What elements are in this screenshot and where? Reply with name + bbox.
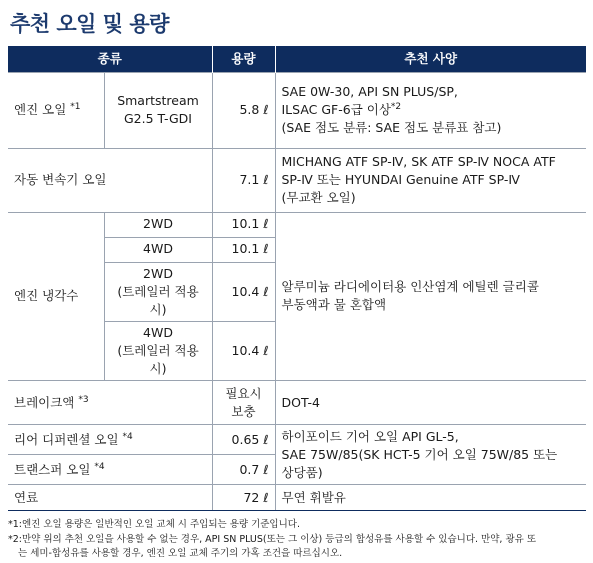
oil-capacity-table <box>8 46 586 511</box>
transfer-name: 트랜스퍼 오일 <box>14 461 91 477</box>
engine-oil-footnote-mark: *1 <box>70 101 81 112</box>
coolant-capacity-4: 10.4 ℓ <box>212 321 275 380</box>
transmission-name: 자동 변속기 오일 <box>8 148 212 212</box>
engine-oil-engine-line2: G2.5 T-GDI <box>124 111 192 126</box>
gear-oil-spec-line3: 상당품) <box>281 464 323 480</box>
gear-oil-spec-cell <box>275 425 586 485</box>
engine-oil-name: 엔진 오일 <box>14 101 67 117</box>
table-row-fuel <box>8 485 586 511</box>
transfer-footnote-mark: *4 <box>94 461 105 472</box>
table-row-rear-diff <box>8 425 586 455</box>
coolant-name: 엔진 냉각수 <box>8 212 104 381</box>
transmission-spec-line1: MICHANG ATF SP-Ⅳ, SK ATF SP-Ⅳ NOCA ATF <box>281 153 556 169</box>
rear-diff-name-cell <box>8 425 212 455</box>
table-row-brake <box>8 381 586 425</box>
transmission-spec-cell <box>275 148 586 212</box>
brake-capacity-line1: 필요시 <box>225 385 262 401</box>
footnote-2-line2: 는 세미-합성유를 사용할 경우, 엔진 오일 교체 주기의 가혹 조건을 따르십시오. <box>18 548 343 560</box>
coolant-variant-3 <box>104 262 212 321</box>
gear-oil-spec-line2: SAE 75W/85(SK HCT-5 기어 오일 75W/85 또는 <box>281 446 558 462</box>
coolant-spec-cell <box>275 212 586 381</box>
rear-diff-name: 리어 디퍼렌셜 오일 <box>14 431 119 447</box>
coolant-spec-line2: 부동액과 물 혼합액 <box>281 297 387 313</box>
coolant-variant-4-line1: 4WD <box>143 324 173 340</box>
brake-name: 브레이크액 <box>14 394 75 410</box>
brake-capacity-line2: 보충 <box>231 403 256 419</box>
engine-oil-name-cell <box>8 72 104 148</box>
header-recommended: 추천 사양 <box>275 46 586 72</box>
rear-diff-capacity: 0.65 ℓ <box>212 425 275 455</box>
transfer-name-cell <box>8 455 212 485</box>
table-header-row <box>8 46 586 72</box>
coolant-variant-3-line1: 2WD <box>143 265 173 281</box>
engine-oil-capacity: 5.8 ℓ <box>212 72 275 148</box>
gear-oil-spec-line1: 하이포이드 기어 오일 API GL-5, <box>281 428 459 444</box>
brake-name-cell <box>8 381 212 425</box>
fuel-capacity: 72 ℓ <box>212 485 275 511</box>
coolant-variant-2: 4WD <box>104 237 212 262</box>
transfer-capacity: 0.7 ℓ <box>212 455 275 485</box>
transmission-spec-line3: (무교환 오일) <box>281 190 356 206</box>
header-type: 종류 <box>8 46 212 72</box>
table-row-coolant-1 <box>8 212 586 237</box>
engine-oil-spec-line2-text: ILSAC GF-6급 이상 <box>281 101 391 117</box>
coolant-variant-1: 2WD <box>104 212 212 237</box>
engine-oil-spec-line1: SAE 0W-30, API SN PLUS/SP, <box>281 83 458 99</box>
footnote-2-line1: *2:만약 위의 추천 오일을 사용할 수 없는 경우, API SN PLUS(또는 그 이상) 등급의 합성유를 사용할 수 있습니다. 만약, 광유 또 <box>8 533 536 545</box>
engine-oil-engine-cell <box>104 72 212 148</box>
coolant-variant-4 <box>104 321 212 380</box>
transmission-capacity: 7.1 ℓ <box>212 148 275 212</box>
engine-oil-engine-line1: Smartstream <box>117 92 199 108</box>
engine-oil-spec-cell <box>275 72 586 148</box>
footnote-1: *1:엔진 오일 용량은 일반적인 오일 교체 시 주입되는 용량 기준입니다. <box>8 519 300 530</box>
brake-capacity-cell <box>212 381 275 425</box>
brake-spec: DOT-4 <box>275 381 586 425</box>
engine-oil-spec-line2 <box>282 101 581 119</box>
brake-footnote-mark: *3 <box>78 394 89 405</box>
engine-oil-spec-line3: (SAE 점도 분류: SAE 점도 분류표 참고) <box>281 120 502 136</box>
coolant-capacity-3: 10.4 ℓ <box>212 262 275 321</box>
transmission-spec-line2: SP-Ⅳ 또는 HYUNDAI Genuine ATF SP-Ⅳ <box>281 171 520 187</box>
engine-oil-spec-footnote-mark: *2 <box>390 101 402 112</box>
fuel-spec: 무연 휘발유 <box>275 485 586 511</box>
coolant-capacity-1: 10.1 ℓ <box>212 212 275 237</box>
coolant-spec-line1: 알루미늄 라디에이터용 인산염계 에틸렌 글리콜 <box>281 279 539 295</box>
table-row-engine-oil <box>8 72 586 148</box>
page-title: 추천 오일 및 용량 <box>10 12 169 36</box>
table-row-transmission <box>8 148 586 212</box>
fuel-name: 연료 <box>8 485 212 511</box>
footnotes <box>8 518 588 562</box>
header-capacity: 용량 <box>212 46 275 72</box>
coolant-capacity-2: 10.1 ℓ <box>212 237 275 262</box>
coolant-variant-4-line2: (트레일러 적용 시) <box>117 343 199 377</box>
rear-diff-footnote-mark: *4 <box>122 431 133 442</box>
coolant-variant-3-line2: (트레일러 적용 시) <box>117 283 199 317</box>
